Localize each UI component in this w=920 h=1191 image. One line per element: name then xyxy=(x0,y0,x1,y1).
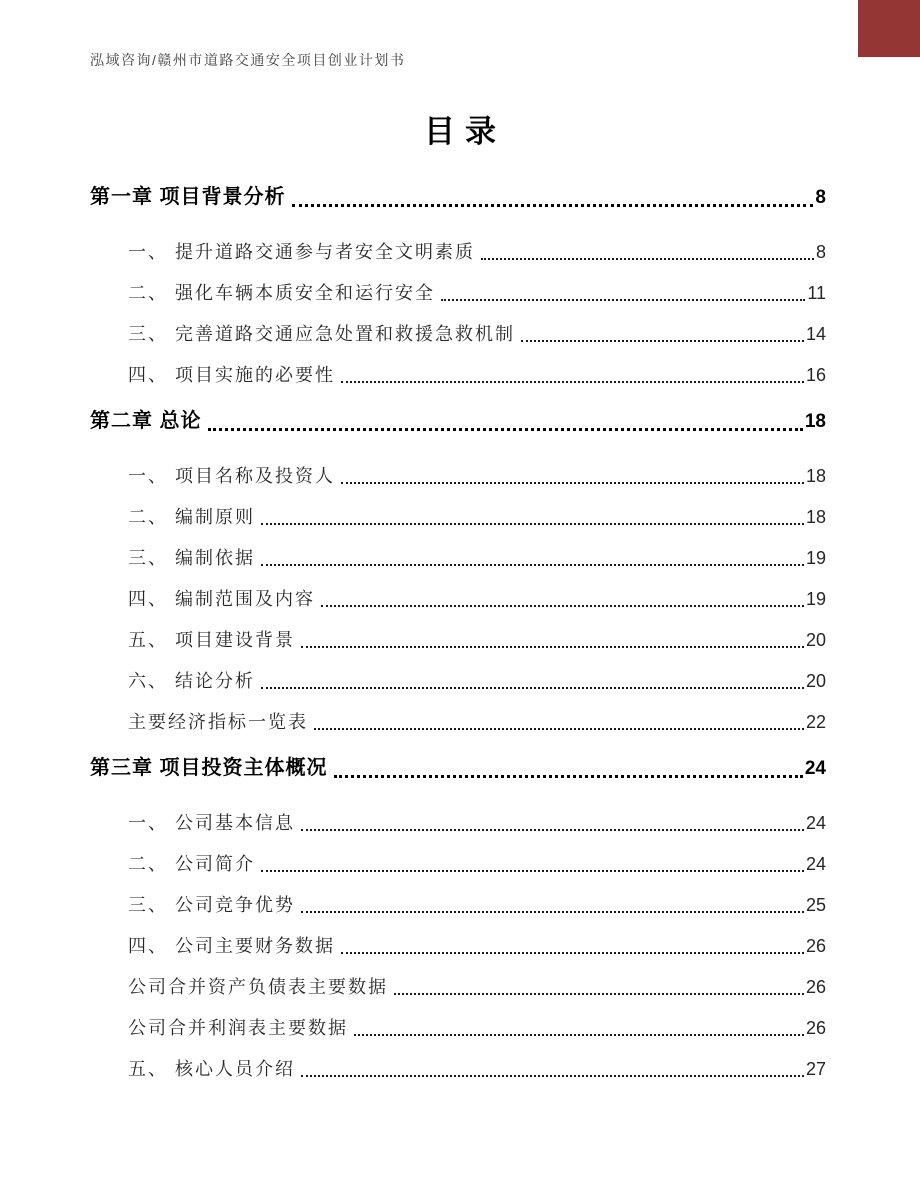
dotted-leader xyxy=(301,829,804,831)
dotted-leader xyxy=(208,428,803,431)
toc-entry-page-number: 26 xyxy=(805,936,826,956)
toc-entry-page-number: 18 xyxy=(804,411,826,432)
toc-entry-page-number: 20 xyxy=(805,630,826,650)
toc-entry-label: 四、 公司主要财务数据 xyxy=(128,936,335,956)
toc-entry-label: 一、 提升道路交通参与者安全文明素质 xyxy=(128,242,475,262)
toc-item-row[interactable] xyxy=(90,935,826,958)
dotted-leader xyxy=(354,1034,804,1036)
toc-entry-page-number: 24 xyxy=(805,854,826,874)
dotted-leader xyxy=(301,911,804,913)
toc-entry-page-number: 26 xyxy=(805,1018,826,1038)
toc-item-row[interactable] xyxy=(90,364,826,387)
toc-entry-label: 公司合并利润表主要数据 xyxy=(128,1018,348,1038)
toc-entry-label: 四、 编制范围及内容 xyxy=(128,589,316,609)
dotted-leader xyxy=(292,204,814,207)
table-of-contents xyxy=(90,184,826,1099)
toc-entry-page-number: 11 xyxy=(807,283,826,303)
dotted-leader xyxy=(441,299,805,301)
toc-entry-label: 五、 核心人员介绍 xyxy=(128,1059,296,1079)
header-text: 泓域咨询/赣州市道路交通安全项目创业计划书 xyxy=(90,52,406,68)
toc-item-row[interactable] xyxy=(90,282,826,305)
toc-entry-page-number: 8 xyxy=(815,187,826,208)
toc-item-row[interactable] xyxy=(90,853,826,876)
toc-item-row[interactable] xyxy=(90,976,826,999)
toc-entry-label: 一、 公司基本信息 xyxy=(128,813,296,833)
toc-item-row[interactable] xyxy=(90,812,826,835)
toc-item-row[interactable] xyxy=(90,323,826,346)
toc-item-row[interactable] xyxy=(90,465,826,488)
dotted-leader xyxy=(521,340,804,342)
corner-brand-mark xyxy=(858,0,920,57)
toc-item-row[interactable] xyxy=(90,629,826,652)
toc-item-row[interactable] xyxy=(90,894,826,917)
toc-entry-label: 一、 项目名称及投资人 xyxy=(128,466,335,486)
page-title: 目录 xyxy=(424,114,506,149)
toc-chapter-row[interactable] xyxy=(90,408,826,435)
toc-entry-label: 第二章 总论 xyxy=(90,410,202,432)
toc-chapter-row[interactable] xyxy=(90,755,826,782)
dotted-leader xyxy=(261,870,804,872)
toc-entry-label: 四、 项目实施的必要性 xyxy=(128,365,335,385)
dotted-leader xyxy=(481,258,814,260)
dotted-leader xyxy=(394,993,804,995)
toc-entry-label: 三、 完善道路交通应急处置和救援急救机制 xyxy=(128,324,515,344)
toc-chapter-row[interactable] xyxy=(90,184,826,211)
dotted-leader xyxy=(301,1075,804,1077)
dotted-leader xyxy=(334,775,803,778)
toc-entry-page-number: 8 xyxy=(815,242,826,262)
toc-item-row[interactable] xyxy=(90,547,826,570)
toc-entry-label: 六、 结论分析 xyxy=(128,671,256,691)
toc-item-row[interactable] xyxy=(90,1058,826,1081)
dotted-leader xyxy=(341,482,804,484)
toc-entry-label: 二、 公司简介 xyxy=(128,854,256,874)
toc-entry-label: 第三章 项目投资主体概况 xyxy=(90,757,328,779)
toc-entry-page-number: 18 xyxy=(805,507,826,527)
toc-entry-page-number: 27 xyxy=(805,1059,826,1079)
toc-item-row[interactable] xyxy=(90,241,826,264)
dotted-leader xyxy=(261,687,804,689)
toc-entry-label: 主要经济指标一览表 xyxy=(128,712,308,732)
toc-entry-page-number: 22 xyxy=(805,712,826,732)
toc-item-row[interactable] xyxy=(90,670,826,693)
toc-entry-page-number: 19 xyxy=(805,548,826,568)
toc-entry-label: 公司合并资产负债表主要数据 xyxy=(128,977,388,997)
dotted-leader xyxy=(261,523,804,525)
toc-item-row[interactable] xyxy=(90,711,826,734)
toc-entry-page-number: 26 xyxy=(805,977,826,997)
toc-entry-page-number: 19 xyxy=(805,589,826,609)
toc-entry-page-number: 16 xyxy=(805,365,826,385)
toc-entry-page-number: 24 xyxy=(804,758,826,779)
document-header xyxy=(90,50,405,70)
toc-item-row[interactable] xyxy=(90,588,826,611)
dotted-leader xyxy=(301,646,804,648)
toc-item-row[interactable] xyxy=(90,1017,826,1040)
toc-entry-page-number: 14 xyxy=(805,324,826,344)
toc-entry-page-number: 18 xyxy=(805,466,826,486)
toc-entry-label: 二、 编制原则 xyxy=(128,507,256,527)
dotted-leader xyxy=(321,605,804,607)
toc-entry-label: 三、 公司竞争优势 xyxy=(128,895,296,915)
dotted-leader xyxy=(314,728,804,730)
toc-item-row[interactable] xyxy=(90,506,826,529)
toc-entry-label: 三、 编制依据 xyxy=(128,548,256,568)
dotted-leader xyxy=(341,952,804,954)
toc-entry-label: 二、 强化车辆本质安全和运行安全 xyxy=(128,283,435,303)
toc-entry-page-number: 20 xyxy=(805,671,826,691)
toc-entry-label: 五、 项目建设背景 xyxy=(128,630,296,650)
toc-entry-page-number: 24 xyxy=(805,813,826,833)
dotted-leader xyxy=(341,381,804,383)
toc-entry-page-number: 25 xyxy=(805,895,826,915)
toc-entry-label: 第一章 项目背景分析 xyxy=(90,186,286,208)
dotted-leader xyxy=(261,564,804,566)
